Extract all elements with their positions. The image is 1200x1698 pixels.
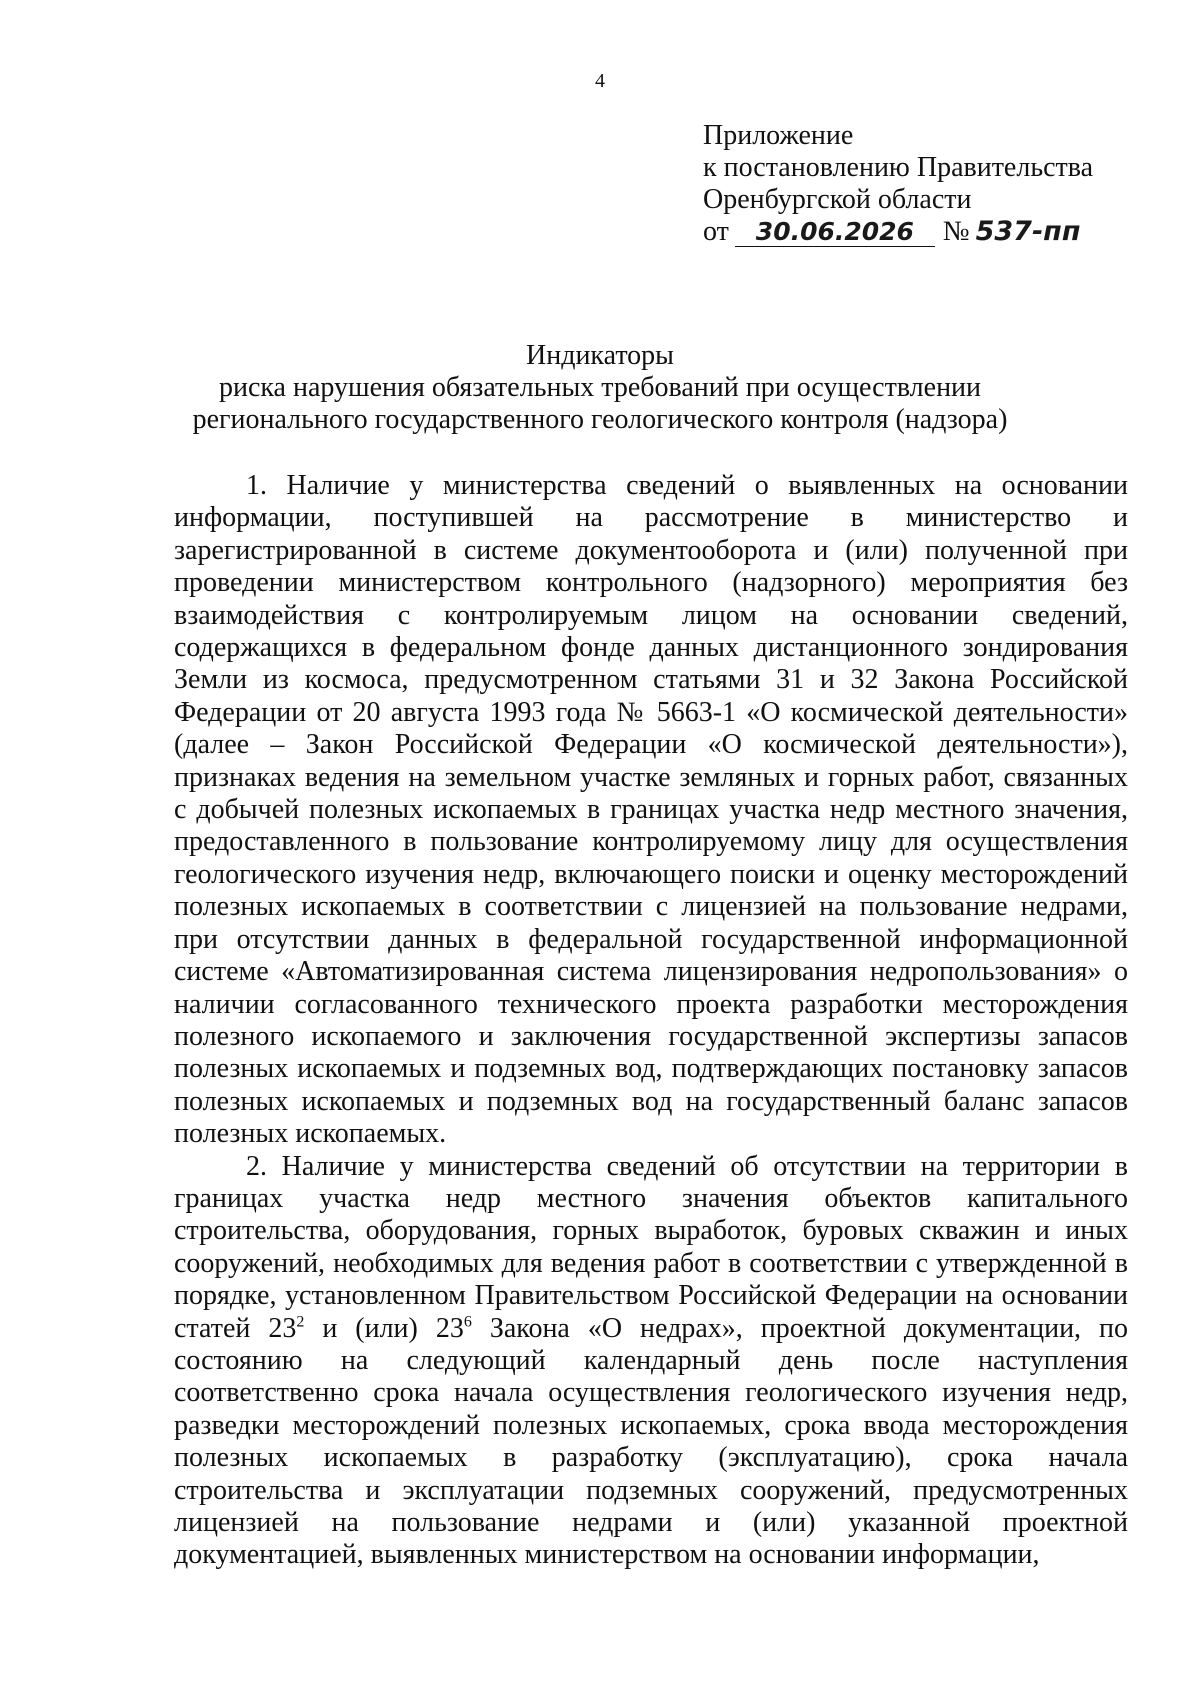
page-number: 4 bbox=[595, 70, 605, 92]
title-heading: Индикаторы bbox=[526, 340, 674, 371]
from-label: от bbox=[703, 216, 729, 247]
superscript-6: 6 bbox=[463, 1313, 472, 1331]
appendix-date-number-line bbox=[703, 216, 1093, 248]
appendix-block bbox=[703, 120, 1093, 248]
appendix-title: Приложение bbox=[703, 120, 854, 151]
paragraph-2 bbox=[174, 1151, 1128, 1572]
paragraph-2-text-c: Закона «О недрах», проектной документации, по состоянию на следующий календарный день после наступления соответственно срока начала осуществления геологического изучения недр, разведки месторождений полезных ископаемых, срока ввода месторождения полезных ископаемых в разработку (эксплуатацию), срока начала строительства и эксплуатации подземных сооружений, предусмотренных лицензией на пользование недрами и (или) указанной проектной документацией, выявленных министерством на основании информации, bbox=[174, 1312, 1129, 1571]
title-subline-1: риска нарушения обязательных требований при осуществлении bbox=[218, 372, 982, 403]
appendix-line-resolution: к постановлению Правительства bbox=[703, 152, 1094, 183]
superscript-2: 2 bbox=[296, 1313, 305, 1331]
paragraph-2-text-a: 2. Наличие у министерства сведений об отсутствии на территории в границах участка недр местного значения объектов капитального строительства, оборудования, горных выработок, буровых скважин и иных сооружений, необходимых для ведения работ в соответствии с утвержденной в порядке, установленном Правительством Российской Федерации на основании статей 23 bbox=[174, 1150, 1128, 1344]
number-sign: № bbox=[942, 216, 970, 247]
title-subline-2: регионального государственного геологического контроля (надзора) bbox=[192, 404, 1008, 435]
handwritten-number: 537-пп bbox=[975, 216, 1081, 247]
paragraph-2-text-b: и (или) 23 bbox=[304, 1312, 464, 1344]
document-body bbox=[174, 470, 1128, 1572]
handwritten-date: 30.06.2026 bbox=[735, 218, 935, 247]
appendix-line-region: Оренбургской области bbox=[703, 184, 972, 215]
document-title bbox=[0, 340, 1200, 436]
paragraph-1: 1. Наличие у министерства сведений о выявленных на основании информации, поступившей на рассмотрение в министерство и зарегистрированной в системе документооборота и (или) полученной при проведении министерством контрольного (надзорного) мероприятия без взаимодействия с контролируемым лицом на основании сведений, содержащихся в федеральном фонде данных дистанционного зондирования Земли из космоса, предусмотренном статьями 31 и 32 Закона Российской Федерации от 20 августа 1993 года № 5663-1 «О космической деятельности» (далее – Закон Российской Федерации «О космической деятельности»), признаках ведения на земельном участке земляных и горных работ, связанных с добычей полезных ископаемых в границах участка недр местного значения, предоставленного в пользование контролируемому лицу для осуществления геологического изучения недр, включающего поиски и оценку месторождений полезных ископаемых в соответствии с лицензией на пользование недрами, при отсутствии данных в федеральной государственной информационной системе «Автоматизированная система лицензирования недропользования» о наличии согласованного технического проекта разработки месторождения полезного ископаемого и заключения государственной экспертизы запасов полезных ископаемых и подземных вод, подтверждающих постановку запасов полезных ископаемых и подземных вод на государственный баланс запасов полезных ископаемых. bbox=[174, 470, 1128, 1150]
